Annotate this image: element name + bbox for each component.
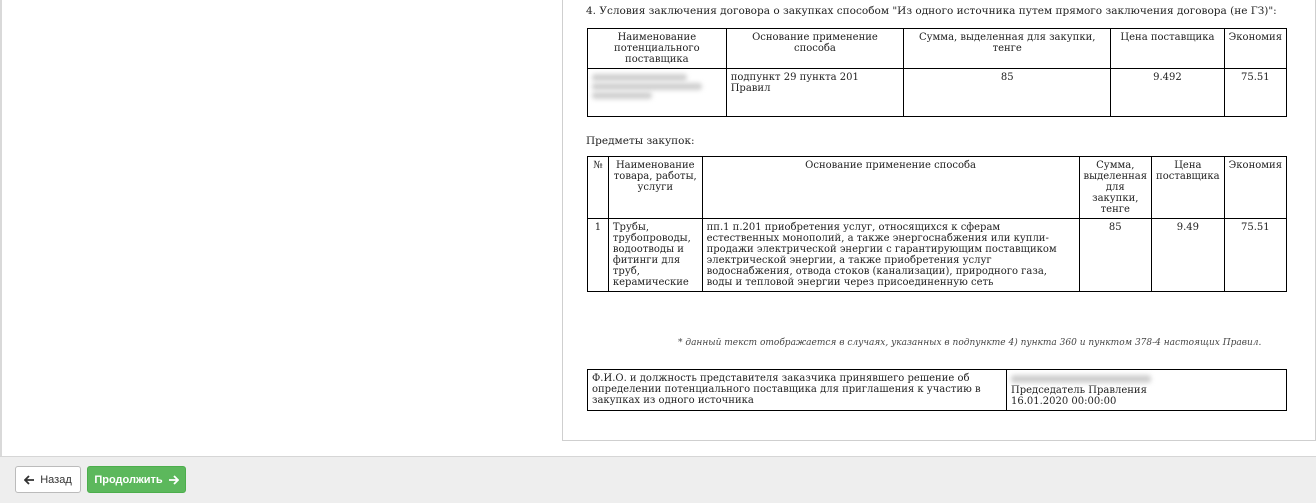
person-name-redacted (1011, 375, 1151, 383)
decision-maker-table (587, 369, 1287, 411)
col-economy: Экономия (1224, 157, 1286, 219)
continue-button-label: Продолжить (94, 473, 163, 486)
item-economy: 75.51 (1224, 219, 1286, 292)
economy-cell: 75.51 (1224, 69, 1286, 117)
item-sum: 85 (1079, 219, 1152, 292)
price-cell: 9.492 (1111, 69, 1224, 117)
sum-cell: 85 (904, 69, 1111, 117)
col-supplier-name: Наименование потенциального поставщика (588, 29, 727, 69)
table-row (588, 69, 1287, 117)
arrow-right-icon (168, 475, 179, 485)
item-basis: пп.1 п.201 приобретения услуг, относящихся к сферам естественных монополий, а также энергоснабжения или купли-продажи электрической энергии с гарантирующим поставщиком электрической энергии, а также приобретения услуг водоснабжения, отвода стоков (канализации), природного газа, воды и тепловой энергии через присоединенную сеть (702, 219, 1079, 292)
table-header-row (588, 29, 1287, 69)
col-economy: Экономия (1224, 29, 1286, 69)
footer-bar (0, 456, 1316, 503)
col-number: № (588, 157, 609, 219)
back-button-label: Назад (40, 473, 72, 486)
col-basis: Основание применение способа (702, 157, 1079, 219)
back-button[interactable] (15, 466, 81, 493)
col-price: Цена поставщика (1111, 29, 1224, 69)
decision-person (1007, 370, 1287, 411)
decision-date: 16.01.2020 00:00:00 (1011, 396, 1117, 407)
purchase-items-table (587, 156, 1287, 292)
table-row (588, 219, 1287, 292)
decision-label: Ф.И.О. и должность представителя заказчика принявшего решение об определении потенциального поставщика для приглашения к участию в закупках из одного источника (588, 370, 1007, 411)
continue-button[interactable] (87, 466, 186, 493)
arrow-left-icon (24, 475, 35, 485)
col-sum: Сумма, выделенная для закупки, тенге (1079, 157, 1152, 219)
items-title: Предметы закупок: (586, 135, 695, 147)
col-sum: Сумма, выделенная для закупки, тенге (904, 29, 1111, 69)
supplier-name-redacted (588, 69, 727, 117)
footnote: * данный текст отображается в случаях, указанных в подпункте 4) пункта 360 и пунктом 378-4 настоящих Правил. (678, 338, 1262, 348)
basis-cell: подпункт 29 пункта 201 Правил (726, 69, 903, 117)
table-header-row (588, 157, 1287, 219)
col-item-name: Наименование товара, работы, услуги (608, 157, 702, 219)
item-price: 9.49 (1152, 219, 1225, 292)
row-number: 1 (588, 219, 609, 292)
table-row (588, 370, 1287, 411)
item-name: Трубы, трубопроводы, водоотводы и фитинги для труб, керамические (608, 219, 702, 292)
person-position: Председатель Правления (1011, 385, 1147, 396)
col-basis: Основание применение способа (726, 29, 903, 69)
supplier-conditions-table (587, 28, 1287, 117)
left-border (0, 0, 2, 456)
section-4-title: 4. Условия заключения договора о закупках способом "Из одного источника путем прямого заключения договора (не ГЗ)": (586, 5, 1277, 17)
col-price: Цена поставщика (1152, 157, 1225, 219)
